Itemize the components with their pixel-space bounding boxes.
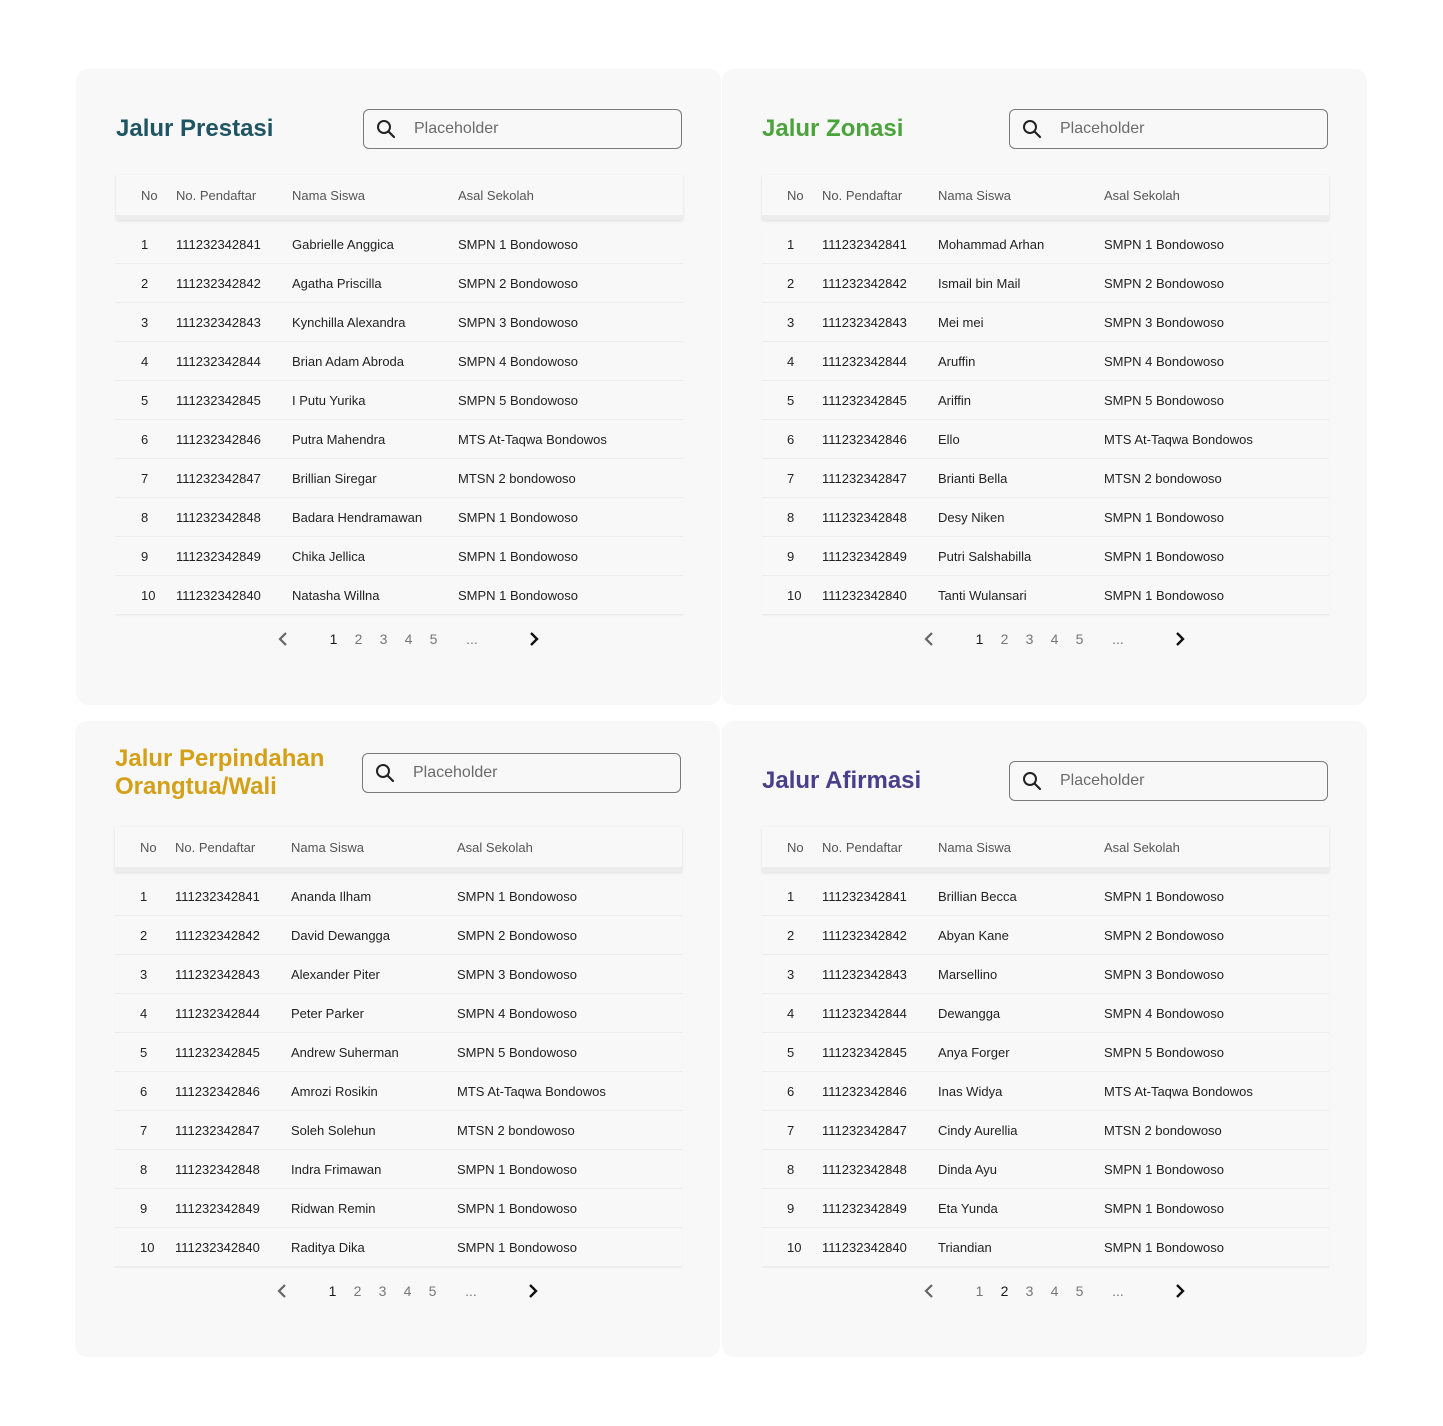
- search-input[interactable]: [1058, 119, 1302, 139]
- table-header: [762, 175, 1329, 220]
- cell-nama-siswa: David Dewangga: [291, 927, 391, 943]
- chevron-right-icon[interactable]: [522, 627, 546, 651]
- cell-nama-siswa: Inas Widya: [938, 1083, 1003, 1099]
- cell-no: 5: [140, 1044, 148, 1060]
- pagination: [917, 1273, 1192, 1309]
- registration-panel: [76, 69, 721, 705]
- page-number-4[interactable]: 4: [404, 631, 413, 647]
- table-row[interactable]: [762, 381, 1329, 420]
- cell-asal-sekolah: SMPN 1 Bondowoso: [458, 587, 578, 603]
- student-table: [762, 827, 1329, 1267]
- cell-asal-sekolah: MTSN 2 bondowoso: [1104, 470, 1222, 486]
- cell-no-pendaftar: 111232342849: [176, 548, 261, 564]
- cell-no: 2: [140, 927, 148, 943]
- page-number-4[interactable]: 4: [1050, 1283, 1059, 1299]
- cell-nama-siswa: Badara Hendramawan: [292, 509, 423, 525]
- cell-no: 1: [787, 888, 795, 904]
- cell-no-pendaftar: 111232342842: [822, 927, 907, 943]
- cell-no: 3: [787, 966, 795, 982]
- cell-no: 7: [141, 470, 149, 486]
- cell-no-pendaftar: 111232342843: [822, 314, 907, 330]
- cell-nama-siswa: Gabrielle Anggica: [292, 236, 394, 252]
- cell-nama-siswa: Alexander Piter: [291, 966, 380, 982]
- cell-asal-sekolah: SMPN 2 Bondowoso: [1104, 275, 1224, 291]
- cell-no-pendaftar: 111232342845: [822, 392, 907, 408]
- cell-no-pendaftar: 111232342848: [176, 509, 261, 525]
- cell-no: 10: [140, 1239, 155, 1255]
- table-row[interactable]: [762, 303, 1329, 342]
- column-header-no-pendaftar: No. Pendaftar: [822, 187, 903, 203]
- chevron-right-icon[interactable]: [1168, 1279, 1192, 1303]
- cell-asal-sekolah: SMPN 1 Bondowoso: [1104, 1161, 1224, 1177]
- page-number-1[interactable]: 1: [328, 1283, 337, 1299]
- cell-asal-sekolah: MTSN 2 bondowoso: [458, 470, 576, 486]
- cell-no: 8: [787, 509, 795, 525]
- page-number-3[interactable]: 3: [1025, 631, 1034, 647]
- table-row[interactable]: [762, 342, 1329, 381]
- chevron-left-icon[interactable]: [917, 627, 941, 651]
- cell-no: 6: [787, 431, 795, 447]
- cell-asal-sekolah: SMPN 5 Bondowoso: [458, 392, 578, 408]
- cell-nama-siswa: Agatha Priscilla: [292, 275, 382, 291]
- table-row[interactable]: [762, 955, 1329, 994]
- column-header-no-pendaftar: No. Pendaftar: [822, 839, 903, 855]
- page-number-2[interactable]: 2: [1000, 1283, 1009, 1299]
- cell-no: 3: [140, 966, 148, 982]
- cell-asal-sekolah: MTS At-Taqwa Bondowos: [1104, 431, 1253, 447]
- cell-no: 5: [787, 392, 795, 408]
- table-body: [115, 877, 682, 1267]
- table-row[interactable]: [762, 877, 1329, 916]
- cell-nama-siswa: Indra Frimawan: [291, 1161, 382, 1177]
- pagination: [917, 621, 1192, 657]
- table-row[interactable]: [116, 381, 683, 420]
- page-number-3[interactable]: 3: [1025, 1283, 1034, 1299]
- page-list: [321, 631, 494, 647]
- column-header-no: No: [787, 839, 804, 855]
- cell-no: 3: [787, 314, 795, 330]
- table-row[interactable]: [762, 459, 1329, 498]
- table-row[interactable]: [115, 1228, 682, 1267]
- panel-title: Jalur Afirmasi: [762, 767, 922, 794]
- cell-no-pendaftar: 111232342848: [822, 1161, 907, 1177]
- cell-nama-siswa: Brian Adam Abroda: [292, 353, 405, 369]
- page-number-1[interactable]: 1: [975, 631, 984, 647]
- cell-nama-siswa: Cindy Aurellia: [938, 1122, 1018, 1138]
- cell-no-pendaftar: 111232342847: [175, 1122, 260, 1138]
- column-header-no-pendaftar: No. Pendaftar: [175, 839, 256, 855]
- table-row[interactable]: [115, 1072, 682, 1111]
- cell-no: 4: [140, 1005, 148, 1021]
- cell-no-pendaftar: 111232342841: [822, 888, 907, 904]
- cell-asal-sekolah: SMPN 5 Bondowoso: [1104, 392, 1224, 408]
- cell-nama-siswa: Putri Salshabilla: [938, 548, 1032, 564]
- cell-no: 4: [787, 1005, 795, 1021]
- cell-no-pendaftar: 111232342840: [175, 1239, 260, 1255]
- cell-nama-siswa: Chika Jellica: [292, 548, 365, 564]
- cell-nama-siswa: Brillian Becca: [938, 888, 1017, 904]
- table-row[interactable]: [762, 1189, 1329, 1228]
- search-input[interactable]: [1058, 771, 1302, 791]
- table-row[interactable]: [116, 459, 683, 498]
- page-number-2[interactable]: 2: [353, 1283, 362, 1299]
- cell-no-pendaftar: 111232342849: [822, 1200, 907, 1216]
- table-row[interactable]: [762, 1111, 1329, 1150]
- cell-no-pendaftar: 111232342841: [176, 236, 261, 252]
- cell-no: 2: [787, 275, 795, 291]
- cell-asal-sekolah: MTS At-Taqwa Bondowos: [457, 1083, 606, 1099]
- table-row[interactable]: [116, 576, 683, 615]
- table-body: [116, 225, 683, 615]
- cell-asal-sekolah: SMPN 4 Bondowoso: [458, 353, 578, 369]
- cell-asal-sekolah: SMPN 3 Bondowoso: [458, 314, 578, 330]
- cell-no-pendaftar: 111232342848: [175, 1161, 260, 1177]
- cell-asal-sekolah: SMPN 2 Bondowoso: [1104, 927, 1224, 943]
- cell-asal-sekolah: MTS At-Taqwa Bondowos: [458, 431, 607, 447]
- page-ellipsis: ...: [465, 1283, 477, 1299]
- table-row[interactable]: [116, 342, 683, 381]
- page-number-4[interactable]: 4: [403, 1283, 412, 1299]
- page-number-2[interactable]: 2: [1000, 631, 1009, 647]
- cell-asal-sekolah: SMPN 2 Bondowoso: [457, 927, 577, 943]
- cell-nama-siswa: Brillian Siregar: [292, 470, 377, 486]
- table-row[interactable]: [762, 420, 1329, 459]
- cell-nama-siswa: Dewangga: [938, 1005, 1001, 1021]
- student-table: [116, 175, 683, 615]
- cell-no: 1: [787, 236, 795, 252]
- table-row[interactable]: [762, 576, 1329, 615]
- search-input-box[interactable]: [363, 109, 682, 149]
- cell-no: 4: [141, 353, 149, 369]
- table-row[interactable]: [762, 264, 1329, 303]
- cell-asal-sekolah: SMPN 1 Bondowoso: [1104, 587, 1224, 603]
- column-header-no: No: [140, 839, 157, 855]
- cell-asal-sekolah: SMPN 4 Bondowoso: [457, 1005, 577, 1021]
- cell-asal-sekolah: SMPN 1 Bondowoso: [457, 1161, 577, 1177]
- cell-no-pendaftar: 111232342846: [175, 1083, 260, 1099]
- page-number-5[interactable]: 5: [1075, 631, 1084, 647]
- cell-no-pendaftar: 111232342849: [175, 1200, 260, 1216]
- table-row[interactable]: [762, 994, 1329, 1033]
- cell-nama-siswa: Ariffin: [938, 392, 971, 408]
- cell-no-pendaftar: 111232342845: [175, 1044, 260, 1060]
- table-row[interactable]: [116, 537, 683, 576]
- cell-nama-siswa: Ismail bin Mail: [938, 275, 1021, 291]
- cell-no-pendaftar: 111232342844: [822, 1005, 907, 1021]
- cell-nama-siswa: Marsellino: [938, 966, 998, 982]
- cell-asal-sekolah: SMPN 3 Bondowoso: [1104, 314, 1224, 330]
- cell-asal-sekolah: SMPN 4 Bondowoso: [1104, 1005, 1224, 1021]
- cell-nama-siswa: Peter Parker: [291, 1005, 364, 1021]
- cell-asal-sekolah: SMPN 2 Bondowoso: [458, 275, 578, 291]
- cell-no-pendaftar: 111232342843: [822, 966, 907, 982]
- cell-no: 2: [787, 927, 795, 943]
- cell-nama-siswa: Soleh Solehun: [291, 1122, 376, 1138]
- cell-no-pendaftar: 111232342846: [822, 431, 907, 447]
- cell-no: 5: [787, 1044, 795, 1060]
- cell-no-pendaftar: 111232342843: [175, 966, 260, 982]
- page-number-1[interactable]: 1: [329, 631, 338, 647]
- table-header: [762, 827, 1329, 872]
- table-row[interactable]: [115, 1150, 682, 1189]
- page-ellipsis: ...: [466, 631, 478, 647]
- table-row[interactable]: [116, 420, 683, 459]
- chevron-right-icon[interactable]: [521, 1279, 545, 1303]
- cell-no: 9: [787, 1200, 795, 1216]
- cell-nama-siswa: Andrew Suherman: [291, 1044, 399, 1060]
- cell-no-pendaftar: 111232342843: [176, 314, 261, 330]
- cell-nama-siswa: Aruffin: [938, 353, 976, 369]
- cell-asal-sekolah: SMPN 1 Bondowoso: [458, 548, 578, 564]
- cell-nama-siswa: I Putu Yurika: [292, 392, 366, 408]
- cell-nama-siswa: Tanti Wulansari: [938, 587, 1027, 603]
- page-list: [967, 631, 1140, 647]
- cell-nama-siswa: Triandian: [938, 1239, 992, 1255]
- column-header-asal-sekolah: Asal Sekolah: [1104, 187, 1180, 203]
- cell-no: 8: [140, 1161, 148, 1177]
- table-header: [115, 827, 682, 872]
- search-icon: [1022, 119, 1042, 139]
- table-row[interactable]: [115, 955, 682, 994]
- cell-asal-sekolah: SMPN 1 Bondowoso: [1104, 1239, 1224, 1255]
- table-row[interactable]: [116, 225, 683, 264]
- search-input-box[interactable]: [1009, 761, 1328, 801]
- cell-asal-sekolah: SMPN 1 Bondowoso: [457, 1239, 577, 1255]
- cell-no: 7: [787, 1122, 795, 1138]
- cell-nama-siswa: Kynchilla Alexandra: [292, 314, 406, 330]
- cell-no-pendaftar: 111232342844: [176, 353, 261, 369]
- column-header-asal-sekolah: Asal Sekolah: [458, 187, 534, 203]
- table-row[interactable]: [762, 1072, 1329, 1111]
- cell-no: 6: [140, 1083, 148, 1099]
- cell-no-pendaftar: 111232342845: [822, 1044, 907, 1060]
- table-row[interactable]: [762, 1228, 1329, 1267]
- cell-no-pendaftar: 111232342847: [822, 470, 907, 486]
- cell-no-pendaftar: 111232342841: [175, 888, 260, 904]
- cell-no: 6: [787, 1083, 795, 1099]
- cell-no: 10: [787, 1239, 802, 1255]
- student-table: [762, 175, 1329, 615]
- cell-no-pendaftar: 111232342846: [176, 431, 261, 447]
- cell-asal-sekolah: MTSN 2 bondowoso: [457, 1122, 575, 1138]
- panel-title: Jalur Zonasi: [762, 115, 904, 142]
- table-row[interactable]: [115, 1189, 682, 1228]
- registration-panel: [722, 69, 1367, 705]
- cell-asal-sekolah: SMPN 5 Bondowoso: [457, 1044, 577, 1060]
- table-row[interactable]: [762, 1033, 1329, 1072]
- page-number-2[interactable]: 2: [354, 631, 363, 647]
- cell-no-pendaftar: 111232342842: [822, 275, 907, 291]
- cell-asal-sekolah: SMPN 1 Bondowoso: [457, 888, 577, 904]
- cell-no-pendaftar: 111232342840: [822, 587, 907, 603]
- chevron-right-icon[interactable]: [1168, 627, 1192, 651]
- column-header-nama-siswa: Nama Siswa: [938, 187, 1011, 203]
- page-number-3[interactable]: 3: [379, 631, 388, 647]
- search-icon: [375, 763, 395, 783]
- cell-asal-sekolah: MTS At-Taqwa Bondowos: [1104, 1083, 1253, 1099]
- table-row[interactable]: [762, 916, 1329, 955]
- cell-nama-siswa: Mei mei: [938, 314, 984, 330]
- search-input-box[interactable]: [362, 753, 681, 793]
- cell-no: 3: [141, 314, 149, 330]
- table-header: [116, 175, 683, 220]
- cell-nama-siswa: Natasha Willna: [292, 587, 380, 603]
- cell-no-pendaftar: 111232342845: [176, 392, 261, 408]
- table-row[interactable]: [762, 537, 1329, 576]
- search-input[interactable]: [412, 119, 656, 139]
- registration-panel: [75, 721, 720, 1357]
- page-number-4[interactable]: 4: [1050, 631, 1059, 647]
- cell-no: 5: [141, 392, 149, 408]
- cell-asal-sekolah: SMPN 1 Bondowoso: [1104, 509, 1224, 525]
- column-header-nama-siswa: Nama Siswa: [292, 187, 365, 203]
- search-icon: [376, 119, 396, 139]
- page-number-1[interactable]: 1: [975, 1283, 984, 1299]
- cell-no-pendaftar: 111232342841: [822, 236, 907, 252]
- column-header-nama-siswa: Nama Siswa: [938, 839, 1011, 855]
- table-row[interactable]: [116, 498, 683, 537]
- cell-no-pendaftar: 111232342844: [822, 353, 907, 369]
- cell-no: 8: [787, 1161, 795, 1177]
- cell-nama-siswa: Brianti Bella: [938, 470, 1008, 486]
- page-list: [967, 1283, 1140, 1299]
- cell-nama-siswa: Amrozi Rosikin: [291, 1083, 378, 1099]
- cell-no: 9: [140, 1200, 148, 1216]
- table-row[interactable]: [115, 1111, 682, 1150]
- column-header-no: No: [141, 187, 158, 203]
- cell-asal-sekolah: SMPN 3 Bondowoso: [1104, 966, 1224, 982]
- cell-nama-siswa: Ridwan Remin: [291, 1200, 376, 1216]
- cell-nama-siswa: Putra Mahendra: [292, 431, 386, 447]
- cell-no: 10: [787, 587, 802, 603]
- cell-no: 4: [787, 353, 795, 369]
- cell-no-pendaftar: 111232342847: [822, 1122, 907, 1138]
- column-header-asal-sekolah: Asal Sekolah: [1104, 839, 1180, 855]
- cell-no: 9: [787, 548, 795, 564]
- cell-asal-sekolah: SMPN 1 Bondowoso: [1104, 1200, 1224, 1216]
- cell-no: 1: [140, 888, 148, 904]
- cell-no-pendaftar: 111232342848: [822, 509, 907, 525]
- cell-no-pendaftar: 111232342840: [822, 1239, 907, 1255]
- panel-title: Jalur Perpindahan Orangtua/Wali: [115, 745, 325, 800]
- cell-no-pendaftar: 111232342844: [175, 1005, 260, 1021]
- search-input-box[interactable]: [1009, 109, 1328, 149]
- cell-nama-siswa: Eta Yunda: [938, 1200, 998, 1216]
- cell-asal-sekolah: SMPN 4 Bondowoso: [1104, 353, 1224, 369]
- chevron-left-icon[interactable]: [270, 1279, 294, 1303]
- cell-no-pendaftar: 111232342842: [176, 275, 261, 291]
- column-header-nama-siswa: Nama Siswa: [291, 839, 364, 855]
- pagination: [271, 621, 546, 657]
- student-table: [115, 827, 682, 1267]
- cell-nama-siswa: Ananda Ilham: [291, 888, 372, 904]
- cell-nama-siswa: Raditya Dika: [291, 1239, 365, 1255]
- table-row[interactable]: [115, 1033, 682, 1072]
- page-ellipsis: ...: [1112, 631, 1124, 647]
- cell-no-pendaftar: 111232342842: [175, 927, 260, 943]
- cell-no: 1: [141, 236, 149, 252]
- table-body: [762, 225, 1329, 615]
- cell-nama-siswa: Mohammad Arhan: [938, 236, 1045, 252]
- cell-asal-sekolah: SMPN 1 Bondowoso: [1104, 888, 1224, 904]
- search-input[interactable]: [411, 763, 655, 783]
- chevron-left-icon[interactable]: [917, 1279, 941, 1303]
- column-header-no-pendaftar: No. Pendaftar: [176, 187, 257, 203]
- table-row[interactable]: [115, 916, 682, 955]
- cell-asal-sekolah: SMPN 1 Bondowoso: [458, 509, 578, 525]
- cell-no: 2: [141, 275, 149, 291]
- table-row[interactable]: [116, 264, 683, 303]
- cell-no: 6: [141, 431, 149, 447]
- cell-no-pendaftar: 111232342849: [822, 548, 907, 564]
- pagination: [270, 1273, 545, 1309]
- page-number-5[interactable]: 5: [1075, 1283, 1084, 1299]
- cell-asal-sekolah: SMPN 1 Bondowoso: [457, 1200, 577, 1216]
- registration-panel: [722, 721, 1367, 1357]
- search-icon: [1022, 771, 1042, 791]
- cell-no-pendaftar: 111232342846: [822, 1083, 907, 1099]
- cell-no: 7: [787, 470, 795, 486]
- cell-no: 7: [140, 1122, 148, 1138]
- cell-asal-sekolah: SMPN 1 Bondowoso: [458, 236, 578, 252]
- column-header-no: No: [787, 187, 804, 203]
- panel-title: Jalur Prestasi: [116, 115, 274, 142]
- table-row[interactable]: [762, 225, 1329, 264]
- cell-nama-siswa: Desy Niken: [938, 509, 1005, 525]
- cell-no: 9: [141, 548, 149, 564]
- page-number-5[interactable]: 5: [428, 1283, 437, 1299]
- cell-no-pendaftar: 111232342840: [176, 587, 261, 603]
- table-row[interactable]: [115, 877, 682, 916]
- table-row[interactable]: [116, 303, 683, 342]
- page-number-5[interactable]: 5: [429, 631, 438, 647]
- cell-nama-siswa: Abyan Kane: [938, 927, 1009, 943]
- cell-asal-sekolah: SMPN 1 Bondowoso: [1104, 236, 1224, 252]
- cell-nama-siswa: Ello: [938, 431, 960, 447]
- cell-asal-sekolah: SMPN 1 Bondowoso: [1104, 548, 1224, 564]
- cell-no: 8: [141, 509, 149, 525]
- page-ellipsis: ...: [1112, 1283, 1124, 1299]
- cell-asal-sekolah: MTSN 2 bondowoso: [1104, 1122, 1222, 1138]
- chevron-left-icon[interactable]: [271, 627, 295, 651]
- table-body: [762, 877, 1329, 1267]
- table-row[interactable]: [762, 1150, 1329, 1189]
- cell-nama-siswa: Dinda Ayu: [938, 1161, 998, 1177]
- cell-asal-sekolah: SMPN 3 Bondowoso: [457, 966, 577, 982]
- table-row[interactable]: [762, 498, 1329, 537]
- column-header-asal-sekolah: Asal Sekolah: [457, 839, 533, 855]
- cell-no-pendaftar: 111232342847: [176, 470, 261, 486]
- page-list: [320, 1283, 493, 1299]
- cell-asal-sekolah: SMPN 5 Bondowoso: [1104, 1044, 1224, 1060]
- cell-no: 10: [141, 587, 156, 603]
- cell-nama-siswa: Anya Forger: [938, 1044, 1010, 1060]
- table-row[interactable]: [115, 994, 682, 1033]
- page-number-3[interactable]: 3: [378, 1283, 387, 1299]
